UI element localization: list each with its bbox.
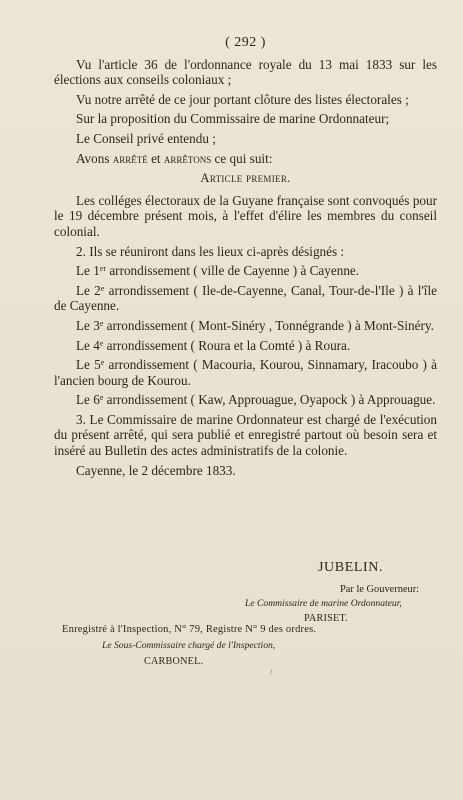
- arrondissement-ordinal: e: [99, 393, 104, 403]
- date-line: Cayenne, le 2 décembre 1833.: [76, 462, 236, 478]
- arrondissement-ordinal: e: [100, 283, 105, 293]
- decree-formula-middle: et: [147, 150, 164, 166]
- article-heading: Article premier.: [200, 171, 291, 186]
- document-content: [54, 35, 437, 482]
- arrondissement-prefix: Le 6: [76, 392, 100, 408]
- arrondissement-prefix: Le 5: [76, 357, 101, 373]
- article-two-intro: 2. Ils se réuniront dans les lieux ci-après désignés :: [76, 243, 345, 259]
- arrondissement-prefix: Le 3: [76, 317, 100, 333]
- arrondissement-line: [54, 392, 437, 408]
- arrondissement-text: arrondissement ( ville de Cayenne ) à Cayenne.: [106, 263, 360, 279]
- governor-signature: JUBELIN.: [318, 560, 384, 575]
- arrondissement-prefix: Le 2: [76, 282, 101, 298]
- article-one: Les colléges électoraux de la Guyane française sont convoqués pour le 19 décembre présent mois, à l'effet d'élire les membres du conseil colonial.: [54, 192, 437, 239]
- sous-commissaire-name: CARBONEL.: [144, 656, 204, 667]
- decree-formula-after: ce qui suit:: [211, 150, 273, 166]
- recital-council: Le Conseil privé entendu ;: [76, 130, 216, 146]
- commissaire-title: Le Commissaire de marine Ordonnateur,: [245, 598, 402, 609]
- arrondissement-ordinal: er: [99, 264, 107, 274]
- arrondissement-line: [54, 357, 437, 388]
- decree-formula-arretons: arrêtons: [163, 151, 212, 166]
- registration-line: Enregistré à l'Inspection, N° 79, Registre N° 9 des ordres.: [62, 624, 317, 635]
- arrondissement-ordinal: e: [99, 338, 104, 348]
- arrondissement-ordinal: e: [100, 358, 105, 368]
- recital-article-36: Vu l'article 36 de l'ordonnance royale du 13 mai 1833 sur les élections aux conseils coloniaux ;: [54, 56, 437, 88]
- arrondissement-line: [54, 338, 437, 354]
- arrondissement-line: [54, 283, 437, 314]
- arrondissement-prefix: Le 1: [76, 263, 100, 279]
- arrondissement-line: [54, 318, 437, 334]
- decree-formula: [54, 151, 437, 168]
- arrondissement-text: arrondissement ( Roura et la Comté ) à Roura.: [103, 337, 351, 353]
- arrondissement-ordinal: e: [99, 318, 104, 328]
- arrondissement-prefix: Le 4: [76, 337, 100, 353]
- sous-commissaire-title: Le Sous-Commissaire chargé de l'Inspection,: [102, 640, 276, 651]
- arrondissement-text: arrondissement ( Mont-Sinéry , Tonnégrande ) à Mont-Sinéry.: [103, 317, 434, 333]
- page-number: ( 292 ): [225, 35, 266, 50]
- par-le-gouverneur: Par le Gouverneur:: [340, 584, 420, 595]
- commissaire-name: PARISET.: [304, 613, 348, 624]
- decree-formula-arrete: arrêté: [112, 151, 148, 166]
- decree-formula-before: Avons: [76, 150, 113, 166]
- recital-proposal: Sur la proposition du Commissaire de marine Ordonnateur;: [76, 111, 390, 127]
- arrondissement-text: arrondissement ( Ile-de-Cayenne, Canal, Tour-de-l'Ile ) à l'île de Cayenne.: [54, 282, 437, 314]
- article-three: 3. Le Commissaire de marine Ordonnateur est chargé de l'exécution du présent arrêté, qui sera publié et enregistré partout où besoin sera et inséré au Bulletin des actes administratifs de la colonie.: [54, 411, 437, 459]
- arrondissement-text: arrondissement ( Macouria, Kourou, Sinnamary, Iracoubo ) à l'ancien bourg de Kourou.: [54, 357, 437, 388]
- recital-electoral-lists: Vu notre arrêté de ce jour portant clôture des listes électorales ;: [76, 91, 409, 107]
- arrondissement-line: [54, 263, 437, 279]
- print-mark: /: [270, 668, 273, 677]
- arrondissement-text: arrondissement ( Kaw, Approuague, Oyapock ) à Approuague.: [103, 392, 436, 408]
